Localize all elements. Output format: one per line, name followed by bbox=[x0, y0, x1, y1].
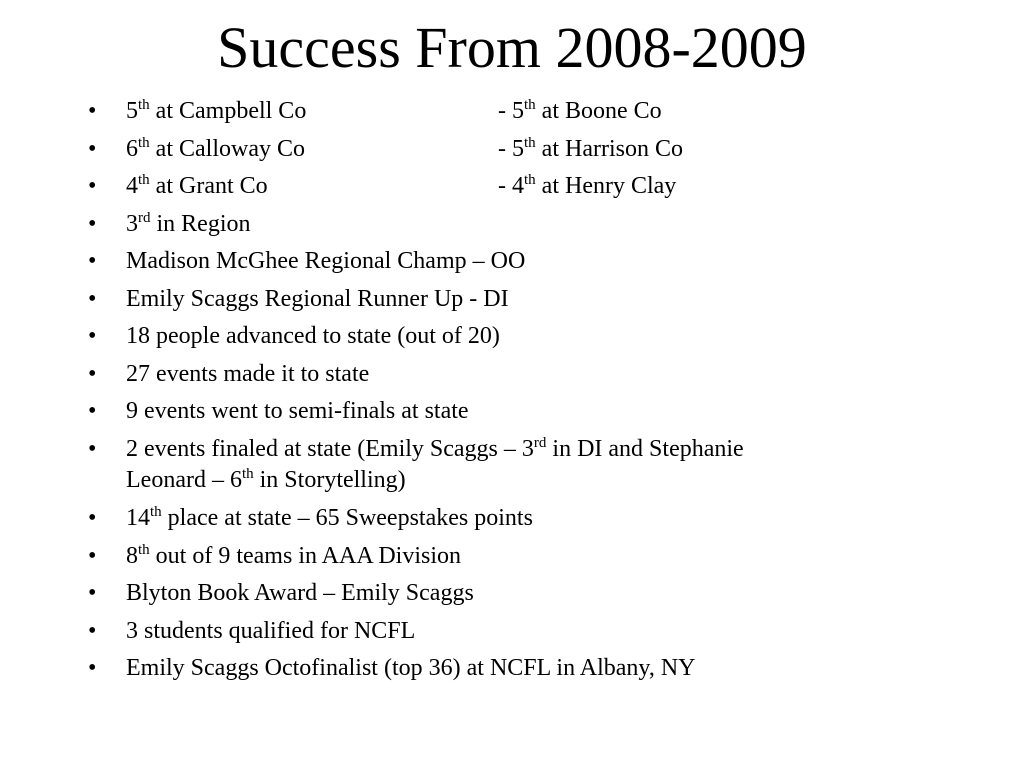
item-text-part: Leonard – 6 bbox=[126, 466, 242, 493]
list-item-campbell-boone bbox=[88, 96, 988, 126]
item-text-rest: at Boone Co bbox=[535, 98, 662, 124]
ordinal-number: - 5 bbox=[498, 98, 524, 124]
list-item-events-to-state bbox=[88, 359, 988, 389]
ordinal-number: - 5 bbox=[498, 135, 524, 162]
ordinal-suffix: th bbox=[138, 541, 150, 558]
item-text-rest: at Grant Co bbox=[149, 173, 268, 199]
list-item-octofinalist bbox=[88, 653, 988, 683]
bullet-glyph: • bbox=[88, 98, 97, 124]
bullet-glyph: • bbox=[88, 505, 97, 531]
item-text-rest: at Harrison Co bbox=[535, 135, 683, 162]
item-text: 3 students qualified for NCFL bbox=[126, 617, 416, 644]
bullet-glyph: • bbox=[88, 135, 97, 162]
list-item-regional-champ bbox=[88, 246, 988, 276]
item-text: Madison McGhee Regional Champ – OO bbox=[126, 248, 526, 274]
bullet-glyph: • bbox=[88, 285, 97, 312]
bullet-glyph: • bbox=[88, 580, 97, 606]
item-text-part: 2 events finaled at state (Emily Scaggs – 3 bbox=[126, 435, 534, 462]
item-text-rest: at Calloway Co bbox=[149, 135, 305, 162]
bullet-glyph: • bbox=[88, 398, 97, 424]
bullet-list bbox=[88, 96, 988, 691]
item-text-rest: place at state – 65 Sweepstakes points bbox=[161, 505, 533, 531]
item-text bbox=[126, 436, 744, 493]
ordinal-number: 14 bbox=[126, 505, 150, 531]
ordinal-number: 3 bbox=[126, 210, 138, 237]
item-text: Blyton Book Award – Emily Scaggs bbox=[126, 580, 474, 606]
list-item-finaled-at-state bbox=[88, 434, 988, 496]
list-item-grant-henry-clay bbox=[88, 171, 988, 201]
list-item-aaa-division bbox=[88, 541, 988, 571]
list-item-regional-runner-up bbox=[88, 284, 988, 314]
item-text bbox=[126, 211, 251, 237]
item-text: 18 people advanced to state (out of 20) bbox=[126, 323, 500, 349]
ordinal-suffix: th bbox=[138, 172, 150, 188]
bullet-glyph: • bbox=[88, 210, 97, 237]
item-text-right bbox=[498, 96, 662, 126]
item-text: Emily Scaggs Regional Runner Up - DI bbox=[126, 285, 509, 312]
ordinal-suffix: th bbox=[524, 134, 536, 151]
item-text-left bbox=[126, 98, 306, 124]
slide-title: Success From 2008-2009 bbox=[217, 15, 807, 80]
ordinal-number: 5 bbox=[126, 98, 138, 124]
ordinal-suffix: th bbox=[241, 465, 254, 482]
item-text: 9 events went to semi-finals at state bbox=[126, 398, 469, 424]
list-item-region bbox=[88, 209, 988, 239]
ordinal-suffix: th bbox=[150, 504, 162, 520]
bullet-glyph: • bbox=[88, 248, 97, 274]
item-text: 27 events made it to state bbox=[126, 360, 370, 387]
bullet-glyph: • bbox=[88, 655, 97, 681]
list-item-ncfl-qualified bbox=[88, 616, 988, 646]
item-text-rest: in Region bbox=[150, 210, 251, 237]
list-item-advanced-to-state bbox=[88, 321, 988, 351]
list-item-calloway-harrison bbox=[88, 134, 988, 164]
bullet-glyph: • bbox=[88, 173, 97, 199]
list-item-state-place bbox=[88, 503, 988, 533]
list-item-book-award bbox=[88, 578, 988, 608]
item-text-part: in Storytelling) bbox=[253, 466, 406, 493]
item-text bbox=[126, 543, 461, 569]
item-text-left bbox=[126, 136, 305, 162]
ordinal-number: - 4 bbox=[498, 173, 524, 199]
item-text-right bbox=[498, 171, 676, 201]
bullet-glyph: • bbox=[88, 435, 97, 462]
item-text-rest: at Henry Clay bbox=[535, 173, 677, 199]
bullet-glyph: • bbox=[88, 323, 97, 349]
bullet-glyph: • bbox=[88, 542, 97, 569]
bullet-glyph: • bbox=[88, 360, 97, 387]
ordinal-number: 4 bbox=[126, 173, 138, 199]
ordinal-number: 8 bbox=[126, 542, 138, 569]
ordinal-suffix: th bbox=[138, 97, 150, 113]
bullet-glyph: • bbox=[88, 617, 97, 644]
item-text bbox=[126, 505, 533, 531]
item-text: Emily Scaggs Octofinalist (top 36) at NCFL in Albany, NY bbox=[126, 655, 696, 681]
ordinal-suffix: rd bbox=[138, 209, 151, 226]
item-text-rest: out of 9 teams in AAA Division bbox=[149, 542, 462, 569]
ordinal-suffix: th bbox=[524, 172, 536, 188]
list-item-semi-finals bbox=[88, 396, 988, 426]
ordinal-suffix: th bbox=[524, 97, 536, 113]
item-text-right bbox=[498, 134, 683, 164]
ordinal-suffix: th bbox=[138, 134, 150, 151]
item-text-rest: at Campbell Co bbox=[149, 98, 307, 124]
ordinal-number: 6 bbox=[126, 135, 138, 162]
item-text-left bbox=[126, 173, 268, 199]
item-text-part: in DI and Stephanie bbox=[546, 435, 744, 462]
ordinal-suffix: rd bbox=[533, 434, 547, 451]
